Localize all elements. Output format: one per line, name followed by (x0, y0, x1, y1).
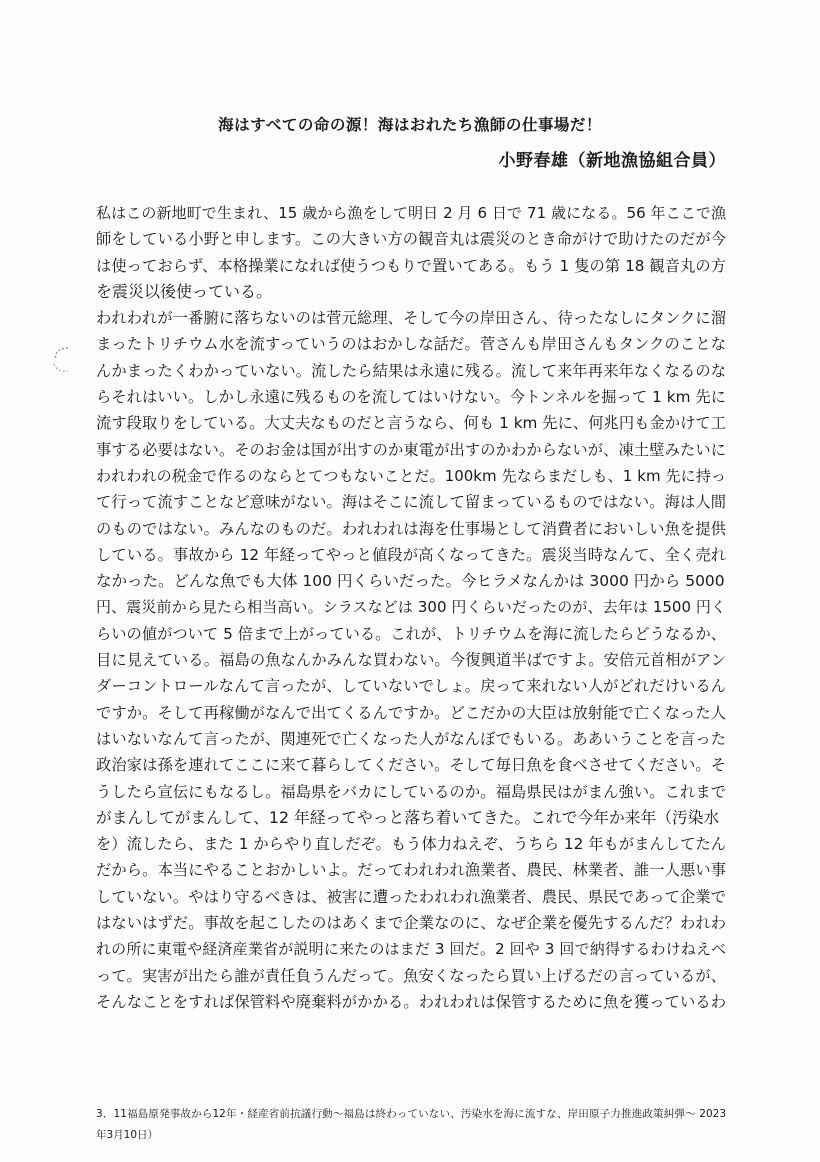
body-line: われわれの税金で作るのならとてつもないことだ。100km 先ならまだしも、1 km 先に持っ (96, 466, 726, 485)
body-line: 政治家は孫を連れてここに来て暮らしてください。そして毎日魚を食べさせてください。そ (96, 756, 726, 775)
punch-hole-mark (48, 344, 74, 374)
body-line: なかった。どんな魚でも大体 100 円くらいだった。今ヒラメなんかは 3000 円から 5000 (96, 572, 725, 591)
document-title: 海はすべての命の源！海はおれたち漁師の仕事場だ！ (218, 116, 602, 134)
source-footnote (96, 1104, 726, 1146)
body-line: 流す段取りをしている。大丈夫なものだと言うなら、何も 1 km 先に、何兆円も金かけて工 (96, 414, 726, 433)
body-line: はいないなんて言ったが、関連死で亡くなった人がなんぼでもいる。ああいうことを言った (96, 729, 726, 748)
body-line: うしたら宣伝にもなるし。福島県をバカにしているのか。福島県民はがまん強い。これまで (96, 782, 726, 801)
body-line: われわれが一番腑に落ちないのは菅元総理、そして今の岸田さん、待ったなしにタンクに溜 (96, 309, 726, 328)
body-line: って。実害が出たら誰が責任負うんだって。魚安くなったら買い上げるだの言っているが、 (96, 966, 726, 985)
body-line: していない。やはり守るべきは、被害に遭ったわれわれ漁業者、農民、県民であって企業で (96, 887, 726, 906)
body-line: を震災以後使っている。 (96, 281, 273, 301)
body-line: は使っておらず、本格操業になれば使うつもりで置いてある。もう 1 隻の第 18 観音丸の方 (96, 256, 726, 275)
body-line: て行って流すことなど意味がない。海はそこに流して留まっているものではない。海は人間 (96, 493, 726, 512)
body-line: れの所に東電や経済産業省が説明に来たのはまだ 3 回だ。2 回や 3 回で納得するわけねえべ (96, 940, 726, 959)
body-line: らそれはいい。しかし永遠に残るものを流してはいけない。今トンネルを掘って 1 km 先に (96, 388, 726, 407)
body-line: がまんしてがまんして、12 年経ってやっと落ち着いてきた。これで今年か来年（汚染水 (96, 807, 720, 827)
body-line: のものではない。みんなのものだ。われわれは海を仕事場として消費者においしい魚を提供 (96, 519, 726, 538)
body-line: はないはずだ。事故を起こしたのはあくまで企業なのに、なぜ企業を優先するんだ？われわ (96, 914, 726, 933)
body-line: だから。本当にやることおかしいよ。だってわれわれ漁業者、農民、林業者、誰一人悪い事 (96, 861, 726, 880)
body-text (96, 200, 726, 1015)
body-line: まったトリチウム水を流すっていうのはおかしな話だ。菅さんも岸田さんもタンクのことな (96, 335, 726, 354)
body-line: んかまったくわかっていない。流したら結果は永遠に残る。流して来年再来年なくなるのな (96, 361, 726, 380)
body-line: ダーコントロールなんて言ったが、していないでしょ。戻って来れない人がどれだけいるん (96, 677, 726, 696)
body-line: 師をしている小野と申します。この大きい方の観音丸は震災のとき命がけで助けたのだが今 (96, 230, 726, 249)
footnote-line: 3．11福島原発事故から12年・経産省前抗議行動〜福島は終わっていない、汚染水を海に流すな、岸田原子力推進政策糾弾〜 2023 (96, 1108, 726, 1120)
body-line: を）流したら、また 1 からやり直しだぞ。もう体力ねえぞ、うちら 12 年もがまんしてたん (96, 835, 726, 854)
body-line: 私はこの新地町で生まれ、15 歳から漁をして明日 2 月 6 日で 71 歳になる。56 年ここで漁 (96, 204, 726, 222)
footnote-line: 年3月10日） (96, 1129, 159, 1141)
author-line: 小野春雄（新地漁協組合員） (498, 151, 726, 171)
body-line: 事する必要はない。そのお金は国が出すのか東電が出すのかわからないが、凍土壁みたいに (96, 440, 726, 459)
body-line: らいの値がついて 5 倍まで上がっている。これが、トリチウムを海に流したらどうなるか、 (96, 624, 726, 643)
body-line: ですか。そして再稼働がなんで出てくるんですか。どこだかの大臣は放射能で亡くなった人 (96, 703, 726, 722)
body-line: そんなことをすれば保管料や廃棄料がかかる。われわれは保管するために魚を獲っているわ (96, 992, 726, 1011)
body-line: 円、震災前から見たら相当高い。シラスなどは 300 円くらいだったのが、去年は 1500 円く (96, 598, 726, 617)
body-line: している。事故から 12 年経ってやっと値段が高くなってきた。震災当時なんて、全く売れ (96, 545, 726, 564)
body-line: 目に見えている。福島の魚なんかみんな買わない。今復興道半ばですよ。安倍元首相がアン (96, 651, 726, 670)
